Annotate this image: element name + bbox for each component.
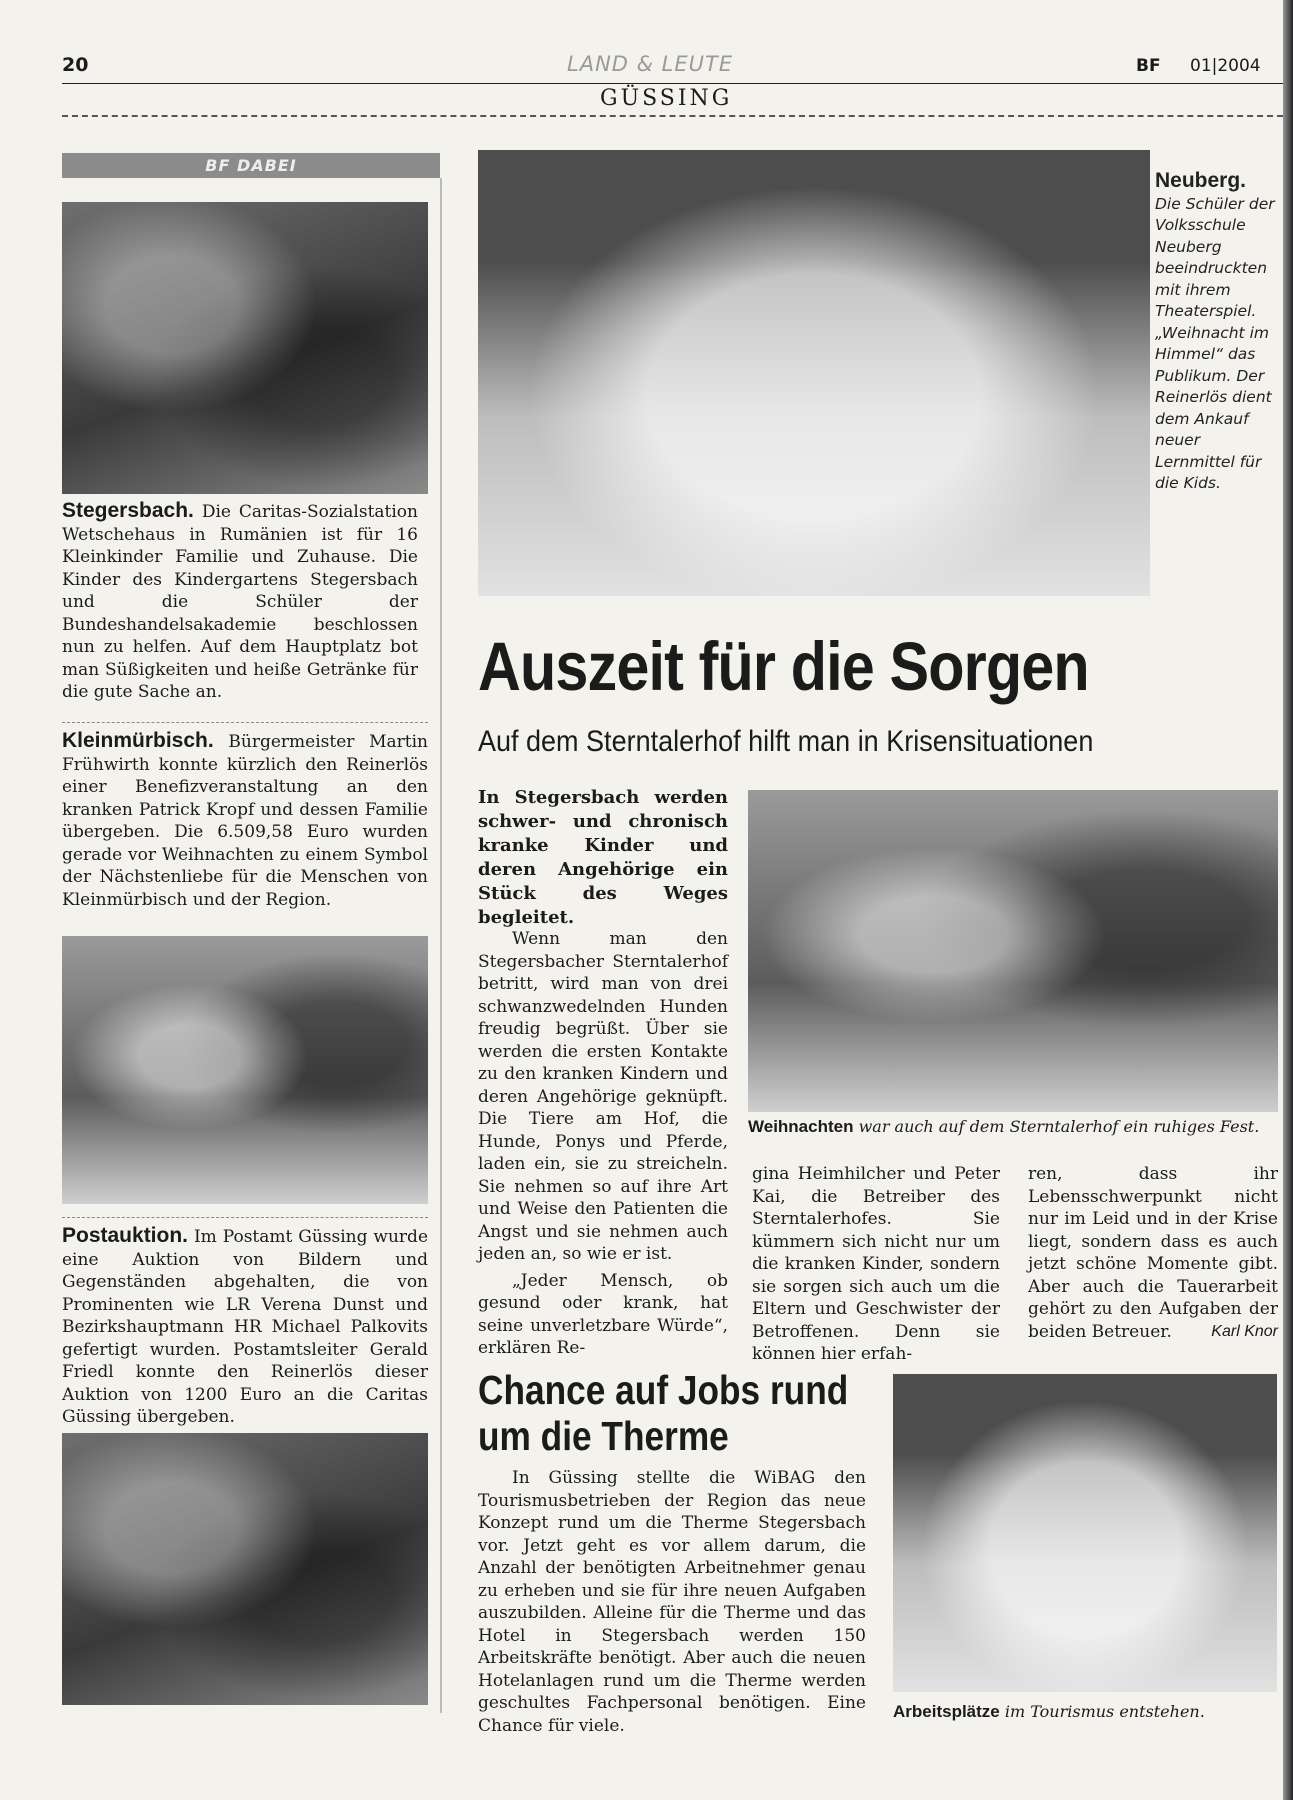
sidebar-box-title: BF DABEI (62, 153, 440, 178)
main-body-col2: gina Heimhilcher und Peter Kai, die Betreiber des Sterntalerhofes. Sie kümmern sich nicht nur um die kranken Kinder, sondern sie sorgen sich auch um die Eltern und Geschwister der Betroffenen. Denn sie können hier erfah- (752, 1164, 1000, 1364)
sidebar-divider (62, 1217, 428, 1218)
therme-photo-caption (893, 1702, 1283, 1722)
main-subheadline: Auf dem Sterntalerhof hilft man in Krisensituationen (478, 725, 1094, 758)
stegersbach-photo (62, 202, 428, 494)
second-article-body: In Güssing stellte die WiBAG den Tourismusbetrieben der Region das neue Konzept rund um die Therme Stegersbach vor. Jetzt geht es vor allem darum, die Anzahl der benötigten Arbeitnehmer genau zu erheben und sie für ihre neuen Aufgaben auszubilden. Alleine für die Therme und das Hotel in Stegersbach werden 150 Arbeitskräfte benötigt. Aber auch die neuen Hotelanlagen rund um die Therme werden geschultes Fachpersonal benötigen. Eine Chance für viele. (478, 1468, 866, 1736)
paragraph: „Jeder Mensch, ob gesund oder krank, hat seine unverletzbare Würde“, erklären Re- (478, 1270, 728, 1358)
sidebar-item-kleinmuerbisch (62, 730, 428, 911)
issue-date: 01|2004 (1190, 56, 1261, 76)
therme-photo (893, 1374, 1277, 1692)
region-title: GÜSSING (600, 86, 733, 111)
sidebar-item-lead: Kleinmürbisch. (62, 729, 214, 752)
paragraph: Wenn man den Stegersbacher Sterntalerhof betritt, wird man von drei schwanzwedelnden Hunden freudig begrüßt. Über sie werden die ersten Kontakte zu den kranken Kindern und deren Angehörige geknüpft. Die Tiere am Hof, die Hunde, Ponys und Pferde, laden ein, sie zu streicheln. Sie nehmen so auf ihre Art und Weise den Patienten die Angst und sie nehmen auch jeden an, so wie er ist. (478, 929, 728, 1264)
neuberg-photo (478, 150, 1150, 596)
sidebar-item-text: Die Caritas-Sozialstation Wetschehaus in Rumänien ist für 16 Kleinkinder Familie und Zuhause. Die Kinder des Kindergartens Stegersbach und die Schüler der Bundeshandelsakademie beschlossen nun zu helfen. Auf dem Hauptplatz bot man Süßigkeiten und heiße Getränke für die gute Sache an. (62, 502, 418, 702)
paragraph: ren, dass ihr Lebensschwerpunkt nicht nur im Leid und in der Krise liegt, sondern dass es auch jetzt schöne Momente gibt. Aber auch die Tauerarbeit gehört zu den Aufgaben der beiden Betreuer. (1028, 1164, 1278, 1342)
sidebar-item-text: Im Postamt Güssing wurde eine Auktion von Bildern und Gegenständen abgehalten, die von Prominenten wie LR Verena Dunst und Bezirkshauptmann HR Michael Palkovits gefertigt wurden. Postamtsleiter Gerald Friedl konnte den Reinerlös dieser Auktion von 1200 Euro an die Caritas Güssing übergeben. (62, 1227, 428, 1427)
sidebar-item-lead: Postauktion. (62, 1224, 189, 1247)
sidebar-item-stegersbach (62, 500, 418, 704)
sidebar-divider (62, 722, 428, 723)
sidebar-item-postauktion (62, 1225, 428, 1429)
publication-name: BF (1136, 56, 1161, 76)
main-intro: In Stegersbach werden schwer- und chronisch kranke Kinder und deren Angehörige ein Stück des Weges begleitet. (478, 787, 728, 928)
author-byline: Karl Knor (1211, 1323, 1278, 1340)
main-body-col1 (478, 928, 728, 1360)
neuberg-caption-text: Die Schüler der Volksschule Neuberg beeindruckten mit ihrem Theaterspiel. „Weihnacht im Himmel“ das Publikum. Der Reinerlös dient dem Ankauf neuer Lernmittel für die Kids. (1155, 194, 1275, 492)
second-headline-line2: um die Therme (478, 1413, 729, 1459)
photo-caption-text: war auch auf dem Sterntalerhof ein ruhiges Fest. (858, 1117, 1260, 1136)
main-headline: Auszeit für die Sorgen (478, 628, 1089, 705)
neuberg-caption (1155, 170, 1279, 495)
sidebar-item-lead: Stegersbach. (62, 499, 194, 522)
second-headline (478, 1367, 848, 1459)
main-body-col3 (1028, 1163, 1278, 1344)
page-edge-shadow (1283, 0, 1293, 1800)
header-divider (62, 115, 1283, 117)
neuberg-caption-lead: Neuberg. (1155, 169, 1247, 192)
second-headline-line1: Chance auf Jobs rund (478, 1367, 849, 1413)
postauktion-photo (62, 1433, 428, 1705)
section-title: LAND & LEUTE (567, 52, 734, 76)
photo-caption-text: im Tourismus entstehen. (1004, 1702, 1205, 1721)
kleinmuerbisch-photo (62, 936, 428, 1204)
sterntalerhof-photo-caption (748, 1117, 1288, 1137)
sidebar-item-text: Bürgermeister Martin Frühwirth konnte kürzlich den Reinerlös einer Benefizveranstaltung an den kranken Patrick Kropf und dessen Familie übergeben. Die 6.509,58 Euro wurden gerade vor Weihnachten zu einem Symbol der Nächstenliebe für die Menschen von Kleinmürbisch und der Region. (62, 732, 428, 910)
photo-caption-lead: Arbeitsplätze (893, 1702, 1000, 1721)
page-number: 20 (62, 54, 89, 76)
sterntalerhof-photo (748, 790, 1278, 1112)
photo-caption-lead: Weihnachten (748, 1117, 854, 1136)
header-rule (62, 83, 1283, 84)
